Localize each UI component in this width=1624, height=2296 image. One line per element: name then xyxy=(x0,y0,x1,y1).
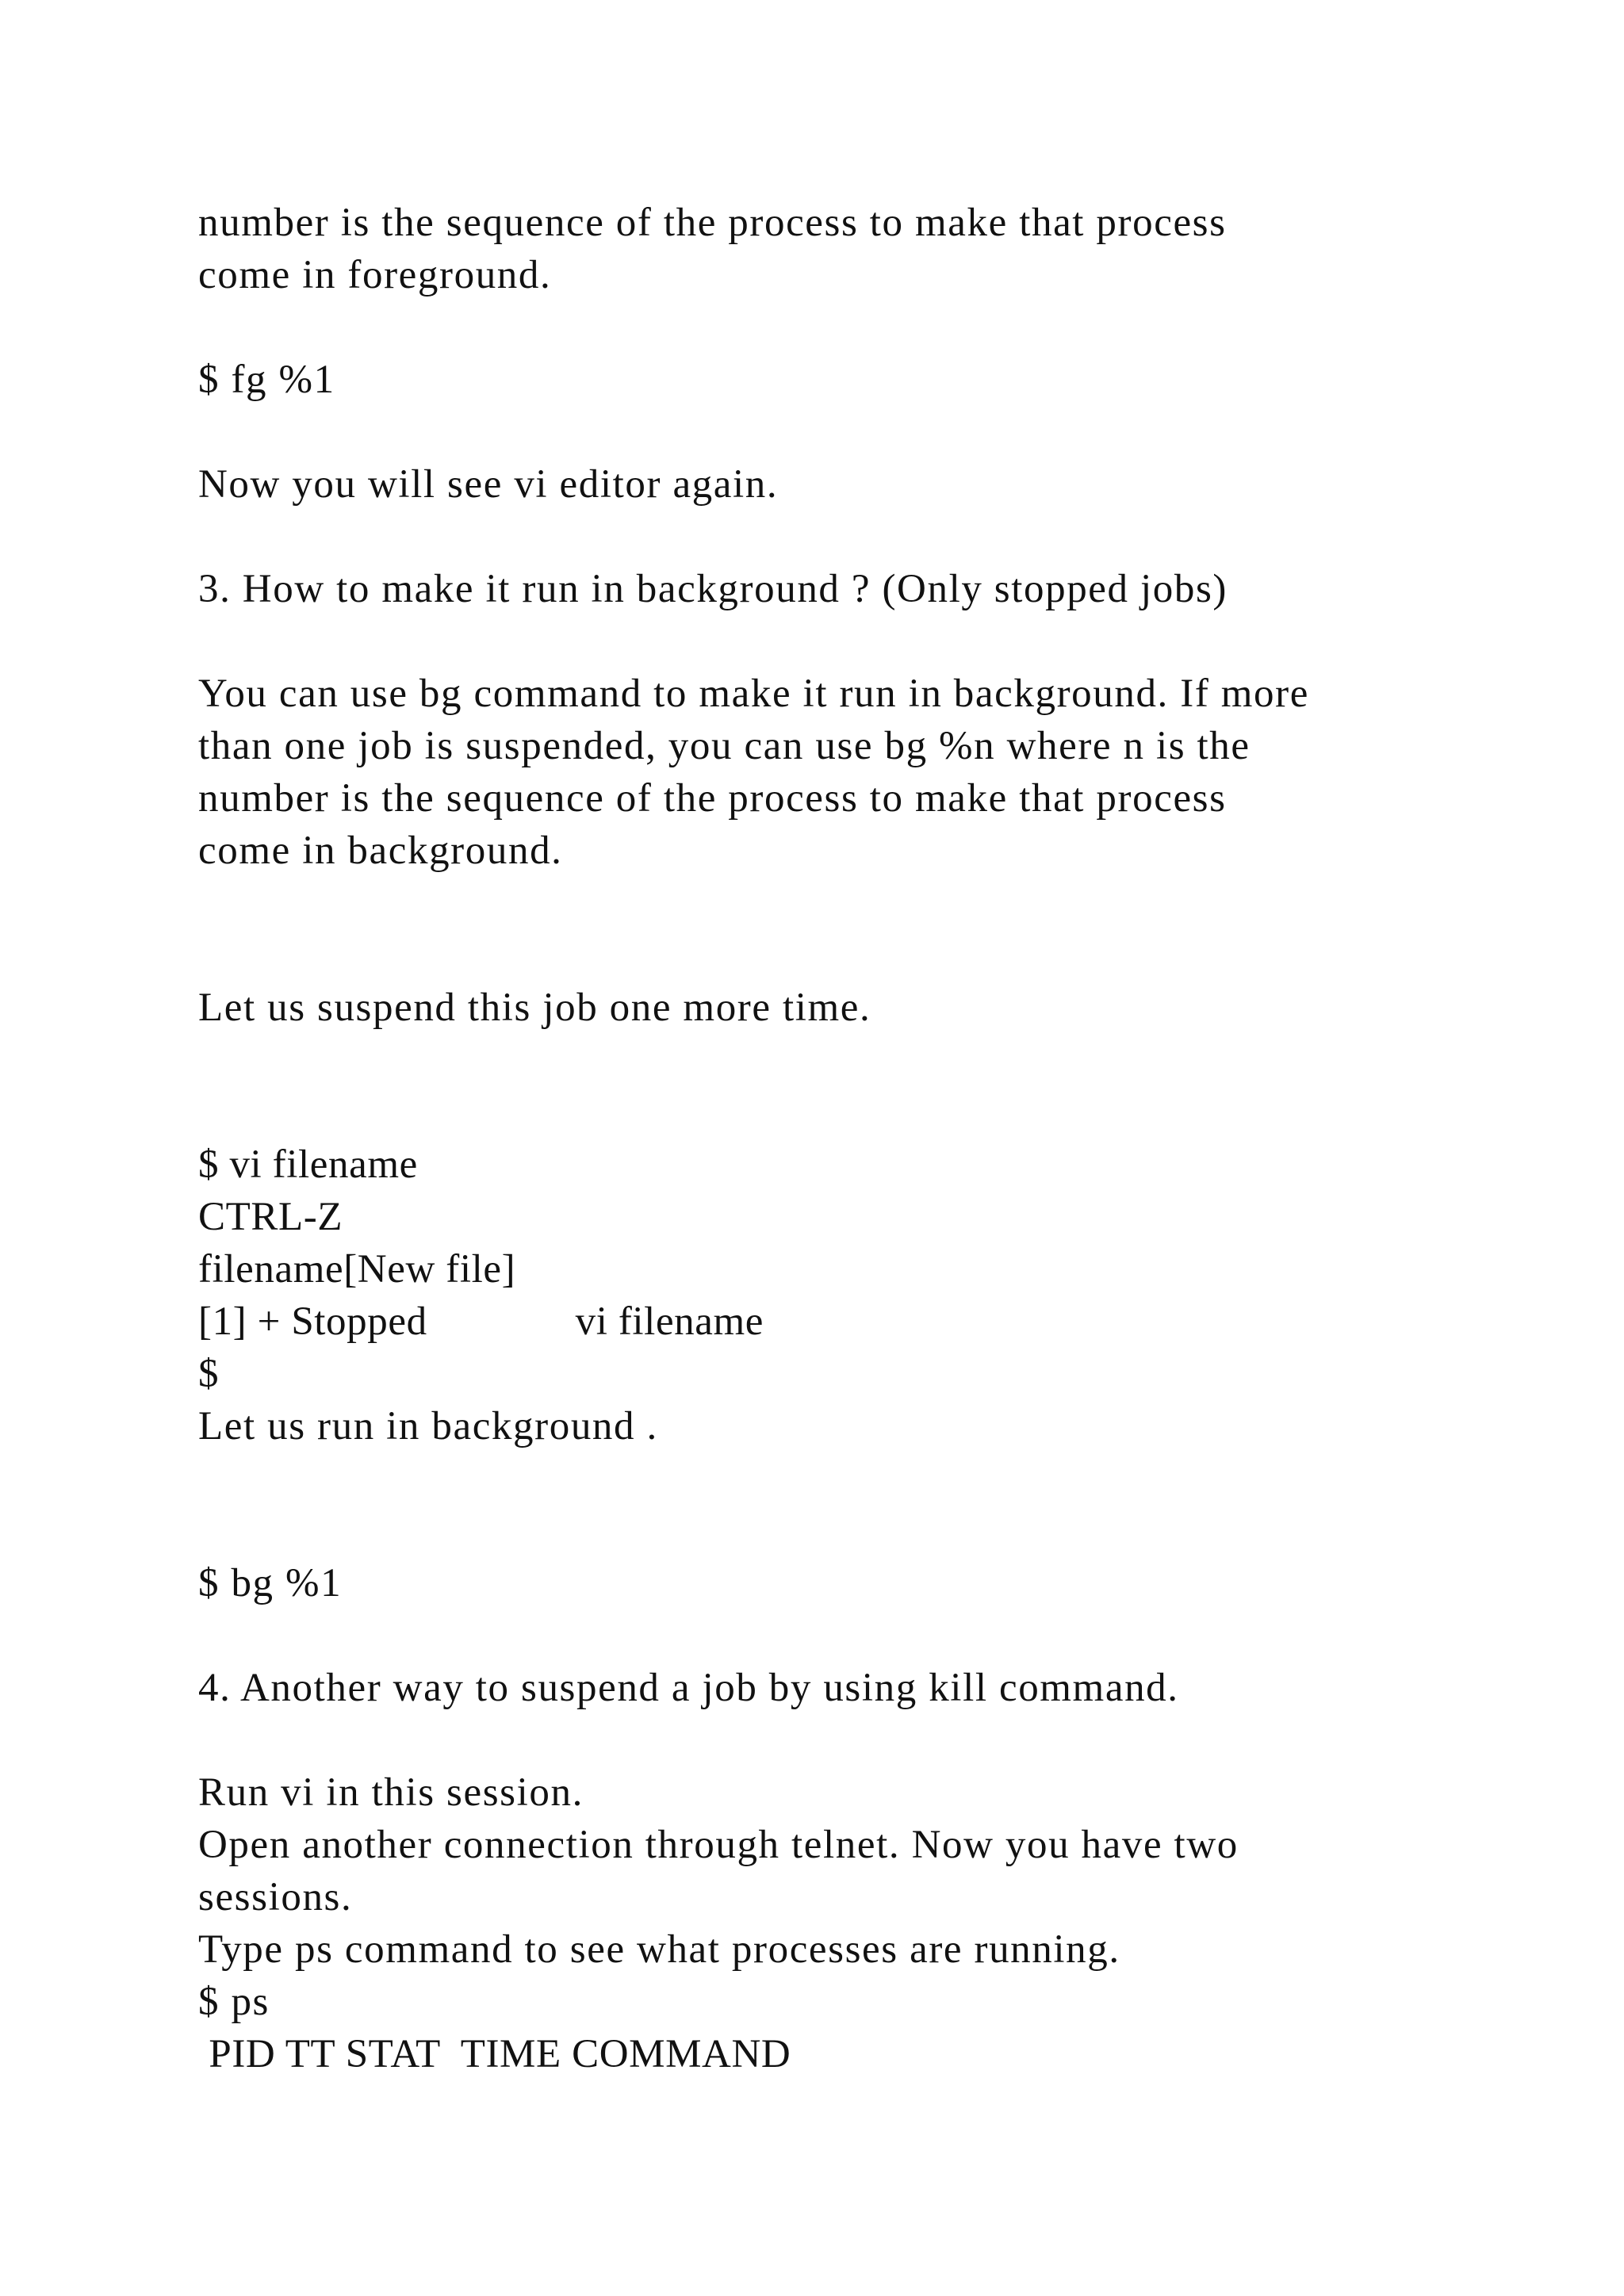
text-line: come in foreground. xyxy=(198,253,552,297)
text-line: come in background. xyxy=(198,828,563,873)
text-line: number is the sequence of the process to make that process xyxy=(198,776,1227,821)
text-line: sessions. xyxy=(198,1875,353,1919)
section-heading: 3. How to make it run in background ? (Only stopped jobs) xyxy=(198,567,1228,611)
text-line: You can use bg command to make it run in background. If more xyxy=(198,672,1309,716)
command-output-header: PID TT STAT TIME COMMAND xyxy=(198,2032,791,2076)
command-line: $ bg %1 xyxy=(198,1561,343,1605)
text-line: than one job is suspended, you can use bg %n where n is the xyxy=(198,724,1251,768)
command-line: $ ps xyxy=(198,1980,270,2024)
text-line: Open another connection through telnet. Now you have two xyxy=(198,1823,1239,1867)
text-line: Run vi in this session. xyxy=(198,1770,584,1815)
text-line: Type ps command to see what processes are running. xyxy=(198,1927,1120,1972)
command-line: CTRL-Z xyxy=(198,1195,343,1239)
command-output-line: [1] + Stopped vi filename xyxy=(198,1299,764,1344)
text-line: Let us suspend this job one more time. xyxy=(198,985,871,1030)
command-prompt: $ xyxy=(198,1352,220,1396)
command-output-line: filename[New file] xyxy=(198,1247,516,1292)
text-line: Let us run in background . xyxy=(198,1404,658,1448)
section-heading: 4. Another way to suspend a job by using kill command. xyxy=(198,1666,1179,1710)
command-line: $ vi filename xyxy=(198,1142,418,1187)
text-line: number is the sequence of the process to make that process xyxy=(198,201,1227,245)
text-line: Now you will see vi editor again. xyxy=(198,462,779,507)
command-line: $ fg %1 xyxy=(198,358,335,402)
